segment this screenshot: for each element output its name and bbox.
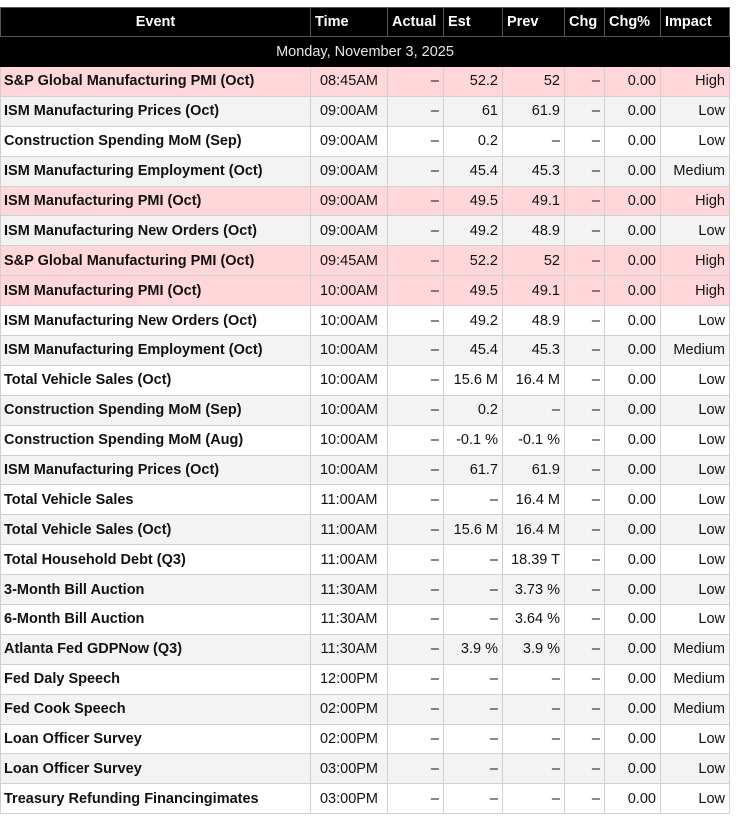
impact-cell: Low [661, 395, 730, 425]
est-cell: – [444, 545, 503, 575]
event-name-cell: 3-Month Bill Auction [1, 575, 311, 605]
chg-pct-cell: 0.00 [605, 216, 661, 246]
impact-cell: Low [661, 515, 730, 545]
chg-cell: – [565, 395, 605, 425]
est-cell: – [444, 784, 503, 814]
event-name-cell: ISM Manufacturing New Orders (Oct) [1, 216, 311, 246]
prev-cell: -0.1 % [503, 425, 565, 455]
table-row[interactable] [1, 96, 730, 126]
table-row[interactable] [1, 365, 730, 395]
prev-cell: 61.9 [503, 96, 565, 126]
chg-cell: – [565, 425, 605, 455]
est-cell: 49.5 [444, 276, 503, 306]
prev-cell: 48.9 [503, 306, 565, 336]
table-row[interactable] [1, 246, 730, 276]
event-name-cell: S&P Global Manufacturing PMI (Oct) [1, 246, 311, 276]
prev-cell: 61.9 [503, 455, 565, 485]
chg-cell: – [565, 336, 605, 366]
chg-pct-cell: 0.00 [605, 605, 661, 635]
column-header-est[interactable]: Est [444, 8, 503, 37]
est-cell: 52.2 [444, 67, 503, 97]
table-row[interactable] [1, 664, 730, 694]
event-name-cell: Total Household Debt (Q3) [1, 545, 311, 575]
chg-cell: – [565, 664, 605, 694]
est-cell: – [444, 605, 503, 635]
chg-pct-cell: 0.00 [605, 246, 661, 276]
impact-cell: Low [661, 605, 730, 635]
time-cell: 10:00AM [311, 455, 388, 485]
table-row[interactable] [1, 724, 730, 754]
chg-cell: – [565, 634, 605, 664]
column-header-prev[interactable]: Prev [503, 8, 565, 37]
est-cell: 0.2 [444, 395, 503, 425]
est-cell: 61.7 [444, 455, 503, 485]
header-row [1, 8, 730, 37]
table-row[interactable] [1, 216, 730, 246]
impact-cell: High [661, 246, 730, 276]
prev-cell: – [503, 724, 565, 754]
column-header-event[interactable]: Event [1, 8, 311, 37]
impact-cell: Low [661, 455, 730, 485]
column-header-impact[interactable]: Impact [661, 8, 730, 37]
impact-cell: Low [661, 545, 730, 575]
prev-cell: 52 [503, 67, 565, 97]
est-cell: 52.2 [444, 246, 503, 276]
actual-cell: – [388, 276, 444, 306]
event-name-cell: Fed Cook Speech [1, 694, 311, 724]
chg-pct-cell: 0.00 [605, 485, 661, 515]
impact-cell: High [661, 67, 730, 97]
est-cell: – [444, 575, 503, 605]
chg-pct-cell: 0.00 [605, 754, 661, 784]
actual-cell: – [388, 246, 444, 276]
est-cell: 15.6 M [444, 365, 503, 395]
chg-pct-cell: 0.00 [605, 425, 661, 455]
est-cell: -0.1 % [444, 425, 503, 455]
table-row[interactable] [1, 694, 730, 724]
impact-cell: Medium [661, 336, 730, 366]
time-cell: 09:00AM [311, 126, 388, 156]
table-row[interactable] [1, 186, 730, 216]
time-cell: 09:00AM [311, 156, 388, 186]
table-row[interactable] [1, 336, 730, 366]
est-cell: – [444, 664, 503, 694]
impact-cell: Low [661, 754, 730, 784]
chg-pct-cell: 0.00 [605, 694, 661, 724]
actual-cell: – [388, 156, 444, 186]
actual-cell: – [388, 365, 444, 395]
impact-cell: Medium [661, 694, 730, 724]
table-row[interactable] [1, 126, 730, 156]
table-row[interactable] [1, 67, 730, 97]
table-row[interactable] [1, 605, 730, 635]
time-cell: 10:00AM [311, 365, 388, 395]
table-row[interactable] [1, 575, 730, 605]
actual-cell: – [388, 67, 444, 97]
prev-cell: 45.3 [503, 336, 565, 366]
actual-cell: – [388, 515, 444, 545]
actual-cell: – [388, 96, 444, 126]
chg-cell: – [565, 276, 605, 306]
prev-cell: – [503, 126, 565, 156]
event-name-cell: Construction Spending MoM (Aug) [1, 425, 311, 455]
est-cell: 49.2 [444, 216, 503, 246]
est-cell: – [444, 694, 503, 724]
event-name-cell: S&P Global Manufacturing PMI (Oct) [1, 67, 311, 97]
event-name-cell: Treasury Refunding Financingimates [1, 784, 311, 814]
prev-cell: 3.9 % [503, 634, 565, 664]
time-cell: 09:00AM [311, 96, 388, 126]
economic-calendar-table [0, 7, 730, 814]
table-body [1, 37, 730, 814]
actual-cell: – [388, 724, 444, 754]
actual-cell: – [388, 306, 444, 336]
time-cell: 10:00AM [311, 425, 388, 455]
time-cell: 11:00AM [311, 485, 388, 515]
actual-cell: – [388, 605, 444, 635]
actual-cell: – [388, 754, 444, 784]
impact-cell: Low [661, 126, 730, 156]
impact-cell: High [661, 186, 730, 216]
time-cell: 11:30AM [311, 605, 388, 635]
chg-pct-cell: 0.00 [605, 664, 661, 694]
time-cell: 09:00AM [311, 186, 388, 216]
actual-cell: – [388, 425, 444, 455]
prev-cell: 49.1 [503, 186, 565, 216]
impact-cell: Low [661, 425, 730, 455]
chg-cell: – [565, 485, 605, 515]
table-row[interactable] [1, 395, 730, 425]
chg-cell: – [565, 306, 605, 336]
column-header-chg-pct[interactable]: Chg% [605, 8, 661, 37]
chg-pct-cell: 0.00 [605, 784, 661, 814]
table-header [1, 8, 730, 37]
actual-cell: – [388, 784, 444, 814]
event-name-cell: ISM Manufacturing New Orders (Oct) [1, 306, 311, 336]
column-header-chg[interactable]: Chg [565, 8, 605, 37]
est-cell: 3.9 % [444, 634, 503, 664]
chg-cell: – [565, 67, 605, 97]
event-name-cell: Atlanta Fed GDPNow (Q3) [1, 634, 311, 664]
actual-cell: – [388, 634, 444, 664]
chg-cell: – [565, 365, 605, 395]
date-group-row [1, 37, 730, 67]
chg-pct-cell: 0.00 [605, 67, 661, 97]
actual-cell: – [388, 336, 444, 366]
event-name-cell: ISM Manufacturing Prices (Oct) [1, 455, 311, 485]
chg-pct-cell: 0.00 [605, 186, 661, 216]
prev-cell: 48.9 [503, 216, 565, 246]
chg-cell: – [565, 784, 605, 814]
time-cell: 11:30AM [311, 575, 388, 605]
est-cell: 15.6 M [444, 515, 503, 545]
chg-cell: – [565, 156, 605, 186]
event-name-cell: Fed Daly Speech [1, 664, 311, 694]
chg-cell: – [565, 605, 605, 635]
impact-cell: Medium [661, 634, 730, 664]
actual-cell: – [388, 485, 444, 515]
time-cell: 10:00AM [311, 276, 388, 306]
event-name-cell: 6-Month Bill Auction [1, 605, 311, 635]
impact-cell: Low [661, 96, 730, 126]
est-cell: – [444, 724, 503, 754]
column-header-time[interactable]: Time [311, 8, 388, 37]
est-cell: 49.5 [444, 186, 503, 216]
est-cell: 45.4 [444, 156, 503, 186]
chg-cell: – [565, 186, 605, 216]
chg-pct-cell: 0.00 [605, 336, 661, 366]
event-name-cell: Construction Spending MoM (Sep) [1, 126, 311, 156]
time-cell: 02:00PM [311, 694, 388, 724]
actual-cell: – [388, 694, 444, 724]
impact-cell: Medium [661, 664, 730, 694]
chg-pct-cell: 0.00 [605, 634, 661, 664]
table-row[interactable] [1, 156, 730, 186]
est-cell: 49.2 [444, 306, 503, 336]
est-cell: – [444, 754, 503, 784]
chg-cell: – [565, 216, 605, 246]
time-cell: 10:00AM [311, 336, 388, 366]
chg-pct-cell: 0.00 [605, 455, 661, 485]
event-name-cell: Total Vehicle Sales (Oct) [1, 515, 311, 545]
prev-cell: – [503, 395, 565, 425]
prev-cell: – [503, 754, 565, 784]
actual-cell: – [388, 395, 444, 425]
chg-cell: – [565, 575, 605, 605]
prev-cell: 3.64 % [503, 605, 565, 635]
time-cell: 09:00AM [311, 216, 388, 246]
event-name-cell: ISM Manufacturing PMI (Oct) [1, 186, 311, 216]
impact-cell: Low [661, 724, 730, 754]
event-name-cell: ISM Manufacturing Prices (Oct) [1, 96, 311, 126]
time-cell: 11:30AM [311, 634, 388, 664]
actual-cell: – [388, 455, 444, 485]
chg-cell: – [565, 724, 605, 754]
est-cell: 0.2 [444, 126, 503, 156]
prev-cell: 49.1 [503, 276, 565, 306]
chg-cell: – [565, 455, 605, 485]
chg-cell: – [565, 694, 605, 724]
time-cell: 10:00AM [311, 395, 388, 425]
table-row[interactable] [1, 276, 730, 306]
chg-pct-cell: 0.00 [605, 156, 661, 186]
table-row[interactable] [1, 784, 730, 814]
chg-pct-cell: 0.00 [605, 545, 661, 575]
impact-cell: Low [661, 365, 730, 395]
event-name-cell: Total Vehicle Sales (Oct) [1, 365, 311, 395]
table-row[interactable] [1, 306, 730, 336]
event-name-cell: Loan Officer Survey [1, 724, 311, 754]
chg-cell: – [565, 515, 605, 545]
chg-cell: – [565, 96, 605, 126]
table-row[interactable] [1, 754, 730, 784]
table-row[interactable] [1, 425, 730, 455]
table-row[interactable] [1, 485, 730, 515]
prev-cell: – [503, 784, 565, 814]
est-cell: – [444, 485, 503, 515]
event-name-cell: ISM Manufacturing Employment (Oct) [1, 336, 311, 366]
chg-pct-cell: 0.00 [605, 515, 661, 545]
impact-cell: Low [661, 485, 730, 515]
prev-cell: 52 [503, 246, 565, 276]
time-cell: 11:00AM [311, 545, 388, 575]
column-header-actual[interactable]: Actual [388, 8, 444, 37]
event-name-cell: Loan Officer Survey [1, 754, 311, 784]
actual-cell: – [388, 545, 444, 575]
est-cell: 45.4 [444, 336, 503, 366]
impact-cell: High [661, 276, 730, 306]
impact-cell: Low [661, 575, 730, 605]
chg-pct-cell: 0.00 [605, 96, 661, 126]
table-row[interactable] [1, 455, 730, 485]
chg-pct-cell: 0.00 [605, 575, 661, 605]
chg-cell: – [565, 246, 605, 276]
prev-cell: 45.3 [503, 156, 565, 186]
time-cell: 02:00PM [311, 724, 388, 754]
est-cell: 61 [444, 96, 503, 126]
chg-cell: – [565, 754, 605, 784]
actual-cell: – [388, 575, 444, 605]
prev-cell: – [503, 694, 565, 724]
event-name-cell: ISM Manufacturing PMI (Oct) [1, 276, 311, 306]
event-name-cell: Construction Spending MoM (Sep) [1, 395, 311, 425]
chg-cell: – [565, 545, 605, 575]
time-cell: 09:45AM [311, 246, 388, 276]
prev-cell: 16.4 M [503, 365, 565, 395]
impact-cell: Low [661, 784, 730, 814]
prev-cell: 16.4 M [503, 515, 565, 545]
actual-cell: – [388, 126, 444, 156]
impact-cell: Low [661, 306, 730, 336]
impact-cell: Low [661, 216, 730, 246]
table-row[interactable] [1, 634, 730, 664]
table-row[interactable] [1, 515, 730, 545]
date-group-label: Monday, November 3, 2025 [1, 37, 730, 67]
time-cell: 03:00PM [311, 784, 388, 814]
time-cell: 12:00PM [311, 664, 388, 694]
time-cell: 03:00PM [311, 754, 388, 784]
prev-cell: 16.4 M [503, 485, 565, 515]
time-cell: 08:45AM [311, 67, 388, 97]
actual-cell: – [388, 186, 444, 216]
chg-pct-cell: 0.00 [605, 276, 661, 306]
chg-pct-cell: 0.00 [605, 126, 661, 156]
event-name-cell: Total Vehicle Sales [1, 485, 311, 515]
time-cell: 10:00AM [311, 306, 388, 336]
actual-cell: – [388, 216, 444, 246]
chg-pct-cell: 0.00 [605, 365, 661, 395]
chg-cell: – [565, 126, 605, 156]
chg-pct-cell: 0.00 [605, 395, 661, 425]
impact-cell: Medium [661, 156, 730, 186]
prev-cell: – [503, 664, 565, 694]
actual-cell: – [388, 664, 444, 694]
chg-pct-cell: 0.00 [605, 724, 661, 754]
prev-cell: 18.39 T [503, 545, 565, 575]
chg-pct-cell: 0.00 [605, 306, 661, 336]
prev-cell: 3.73 % [503, 575, 565, 605]
table-row[interactable] [1, 545, 730, 575]
event-name-cell: ISM Manufacturing Employment (Oct) [1, 156, 311, 186]
time-cell: 11:00AM [311, 515, 388, 545]
